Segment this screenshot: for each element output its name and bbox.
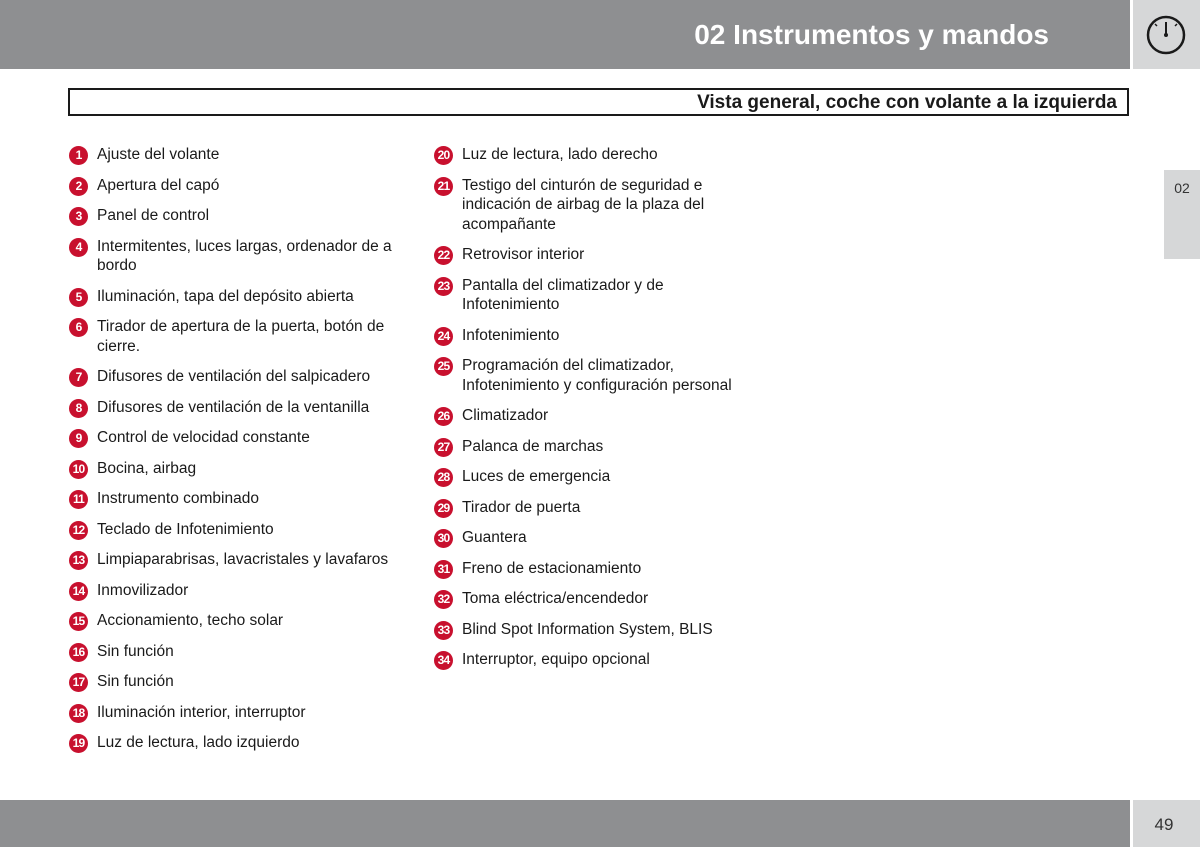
item-label: Retrovisor interior	[462, 246, 585, 263]
legend-item	[434, 276, 762, 315]
legend-item	[69, 459, 407, 479]
legend-item	[69, 581, 407, 601]
legend-item	[69, 733, 407, 753]
chapter-icon-box	[1133, 0, 1200, 69]
legend-item	[69, 672, 407, 692]
item-number-badge: 25	[434, 357, 453, 376]
item-number-badge: 19	[69, 734, 88, 753]
item-number-badge: 8	[69, 399, 88, 418]
legend-item	[69, 287, 407, 307]
item-label: Luz de lectura, lado derecho	[462, 146, 658, 163]
legend-item	[434, 145, 762, 165]
item-label: Blind Spot Information System, BLIS	[462, 620, 713, 638]
item-label: Inmovilizador	[97, 581, 189, 599]
legend-item	[434, 467, 762, 487]
item-number-badge: 7	[69, 368, 88, 387]
legend-item	[69, 520, 407, 540]
legend-item	[434, 326, 762, 346]
legend-item	[69, 703, 407, 723]
item-number-badge: 26	[434, 407, 453, 426]
gauge-icon	[1145, 14, 1187, 56]
item-label: Programación del climatizador, Infotenimiento y configuración personal	[462, 357, 732, 394]
item-number-badge: 17	[69, 673, 88, 692]
header-bar	[0, 0, 1130, 69]
item-label: Difusores de ventilación de la ventanilla	[97, 398, 370, 416]
item-label: Limpiaparabrisas, lavacristales y lavafaros	[97, 551, 389, 568]
item-number-badge: 15	[69, 612, 88, 631]
side-tab-label: 02	[1174, 180, 1190, 196]
item-label: Sin función	[97, 673, 174, 690]
item-number-badge: 21	[434, 177, 453, 196]
item-number-badge: 34	[434, 651, 453, 670]
chapter-title: 02 Instrumentos y mandos	[694, 19, 1049, 50]
item-label: Palanca de marchas	[462, 437, 604, 455]
item-number-badge: 27	[434, 438, 453, 457]
item-label: Panel de control	[97, 207, 210, 224]
item-number-badge: 14	[69, 582, 88, 601]
item-label: Freno de estacionamiento	[462, 559, 642, 577]
item-number-badge: 33	[434, 621, 453, 640]
legend-column-1	[69, 145, 407, 764]
item-label: Sin función	[97, 642, 174, 660]
item-label: Intermitentes, luces largas, ordenador de a bordo	[97, 237, 392, 274]
item-label: Instrumento combinado	[97, 490, 259, 507]
item-label: Ajuste del volante	[97, 146, 220, 163]
item-label: Accionamiento, techo solar	[97, 612, 284, 629]
footer-bar	[0, 800, 1130, 847]
item-number-badge: 3	[69, 207, 88, 226]
item-label: Pantalla del climatizador y de Infotenimiento	[462, 276, 664, 313]
item-number-badge: 2	[69, 177, 88, 196]
item-number-badge: 13	[69, 551, 88, 570]
legend-column-2	[434, 145, 762, 681]
legend-item	[69, 550, 407, 570]
page-number: 49	[1154, 815, 1174, 834]
legend-item	[434, 528, 762, 548]
item-label: Tirador de apertura de la puerta, botón de cierre.	[97, 318, 385, 355]
item-number-badge: 4	[69, 238, 88, 257]
item-label: Testigo del cinturón de seguridad e indicación de airbag de la plaza del acompañante	[462, 176, 705, 233]
legend-item	[434, 356, 762, 395]
legend-item	[434, 498, 762, 518]
item-number-badge: 31	[434, 560, 453, 579]
legend-item	[434, 406, 762, 426]
legend-item	[434, 650, 762, 670]
item-number-badge: 20	[434, 146, 453, 165]
legend-item	[69, 317, 407, 356]
legend-item	[69, 176, 407, 196]
item-number-badge: 23	[434, 277, 453, 296]
item-number-badge: 12	[69, 521, 88, 540]
legend-item	[434, 437, 762, 457]
item-label: Interruptor, equipo opcional	[462, 651, 650, 668]
legend-item	[434, 559, 762, 579]
legend-item	[434, 176, 762, 235]
page-number-box	[1133, 800, 1200, 847]
item-label: Luces de emergencia	[462, 468, 611, 485]
item-label: Iluminación, tapa del depósito abierta	[97, 287, 354, 305]
legend-item	[69, 398, 407, 418]
item-number-badge: 1	[69, 146, 88, 165]
item-number-badge: 30	[434, 529, 453, 548]
item-number-badge: 10	[69, 460, 88, 479]
item-number-badge: 28	[434, 468, 453, 487]
item-number-badge: 32	[434, 590, 453, 609]
item-label: Guantera	[462, 529, 527, 546]
item-number-badge: 9	[69, 429, 88, 448]
legend-item	[69, 489, 407, 509]
item-label: Bocina, airbag	[97, 459, 197, 477]
item-label: Tirador de puerta	[462, 498, 581, 516]
item-label: Difusores de ventilación del salpicadero	[97, 368, 371, 385]
item-number-badge: 22	[434, 246, 453, 265]
item-number-badge: 18	[69, 704, 88, 723]
item-label: Luz de lectura, lado izquierdo	[97, 734, 300, 751]
item-label: Apertura del capó	[97, 176, 220, 194]
item-number-badge: 16	[69, 643, 88, 662]
legend-item	[434, 589, 762, 609]
legend-item	[69, 428, 407, 448]
item-label: Climatizador	[462, 407, 549, 424]
legend-item	[434, 245, 762, 265]
item-label: Infotenimiento	[462, 326, 560, 344]
legend-item	[434, 620, 762, 640]
item-label: Toma eléctrica/encendedor	[462, 590, 649, 607]
legend-item	[69, 367, 407, 387]
item-number-badge: 29	[434, 499, 453, 518]
legend-item	[69, 206, 407, 226]
item-number-badge: 24	[434, 327, 453, 346]
item-number-badge: 5	[69, 288, 88, 307]
legend-item	[69, 145, 407, 165]
legend-item	[69, 642, 407, 662]
item-label: Control de velocidad constante	[97, 429, 310, 446]
item-label: Teclado de Infotenimiento	[97, 520, 274, 538]
item-number-badge: 6	[69, 318, 88, 337]
chapter-side-tab[interactable]	[1164, 170, 1200, 259]
legend-item	[69, 611, 407, 631]
section-title: Vista general, coche con volante a la izquierda	[697, 92, 1117, 113]
section-heading-box	[68, 88, 1129, 116]
item-number-badge: 11	[69, 490, 88, 509]
legend-item	[69, 237, 407, 276]
item-label: Iluminación interior, interruptor	[97, 703, 306, 721]
